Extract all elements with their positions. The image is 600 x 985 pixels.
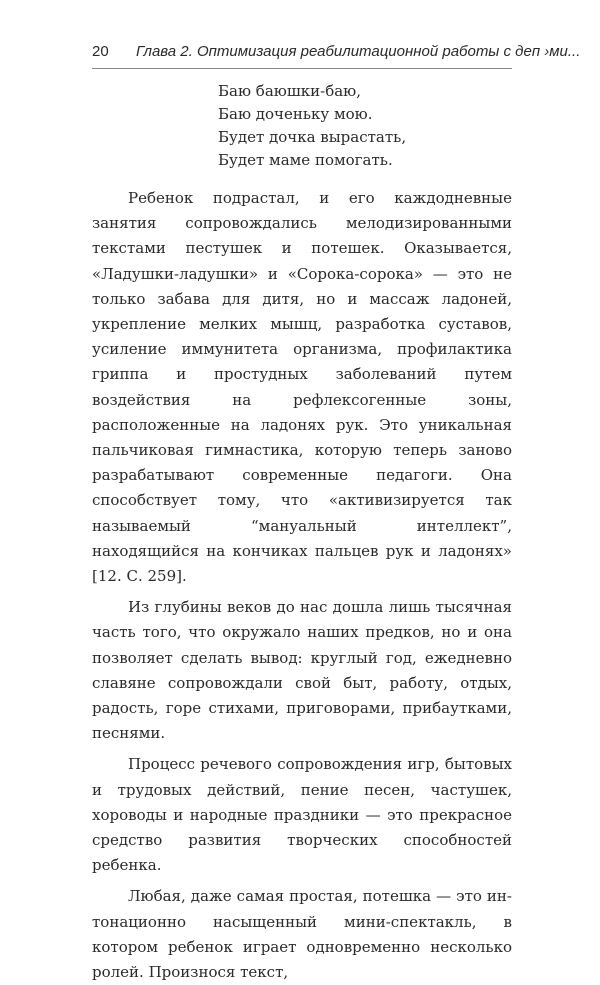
poem-line: Баю баюшки-баю, bbox=[218, 82, 362, 100]
poem-line: Будет маме помогать. bbox=[218, 151, 393, 169]
paragraph: Из глубины веков до нас дошла лишь тысячная часть того, что окружало наших предков, но и она позволяет сделать вывод: круглый год, ежедневно славяне сопровождали свой быт, работу, отдых, радость, горе стихами, приговорами, прибаутками, песнями. bbox=[92, 598, 512, 743]
paragraph: Процесс речевого сопровождения игр, бытовых и трудовых действий, пение песен, частушек, хороводы и народные праздники — это прекрасное средство развития творческих способностей ребенка. bbox=[92, 755, 512, 875]
header-divider bbox=[92, 68, 512, 69]
body-text bbox=[92, 186, 512, 985]
poem-line: Баю доченьку мою. bbox=[218, 105, 373, 123]
chapter-title: Глава 2. Оптимизация реабилитационной работы с деп ›ми... bbox=[136, 43, 581, 60]
page-number: 20 bbox=[92, 43, 109, 60]
running-header bbox=[92, 40, 581, 64]
lullaby-poem bbox=[218, 80, 406, 172]
paragraph: Ребенок подрастал, и его каждодневные занятия сопровождались мелодизированными текстами пестушек и потешек. Оказывается, «Ладушки-ладушки» и «Сорока-сорока» — это не только забава для дитя, но и массаж ладоней, укрепление мелких мышц, разработка суставов, усиление иммунитета организма, профилактика гриппа и простудных заболеваний путем воздействия на рефлексогенные зоны, расположенные на ладонях рук. Это уникальная пальчиковая гимнастика, которую теперь заново разрабатывают современные педагоги. Она способствует тому, что «активизируется так называемый “мануальный интеллект”, находящийся на кончиках пальцев рук и ладонях» [12. С. 259]. bbox=[92, 189, 512, 586]
poem-line: Будет дочка вырастать, bbox=[218, 128, 407, 146]
paragraph: Любая, даже самая простая, потешка — это интонационно насыщенный мини-спектакль, в котором ребенок играет одновременно несколько ролей. Произнося текст, bbox=[92, 887, 512, 982]
